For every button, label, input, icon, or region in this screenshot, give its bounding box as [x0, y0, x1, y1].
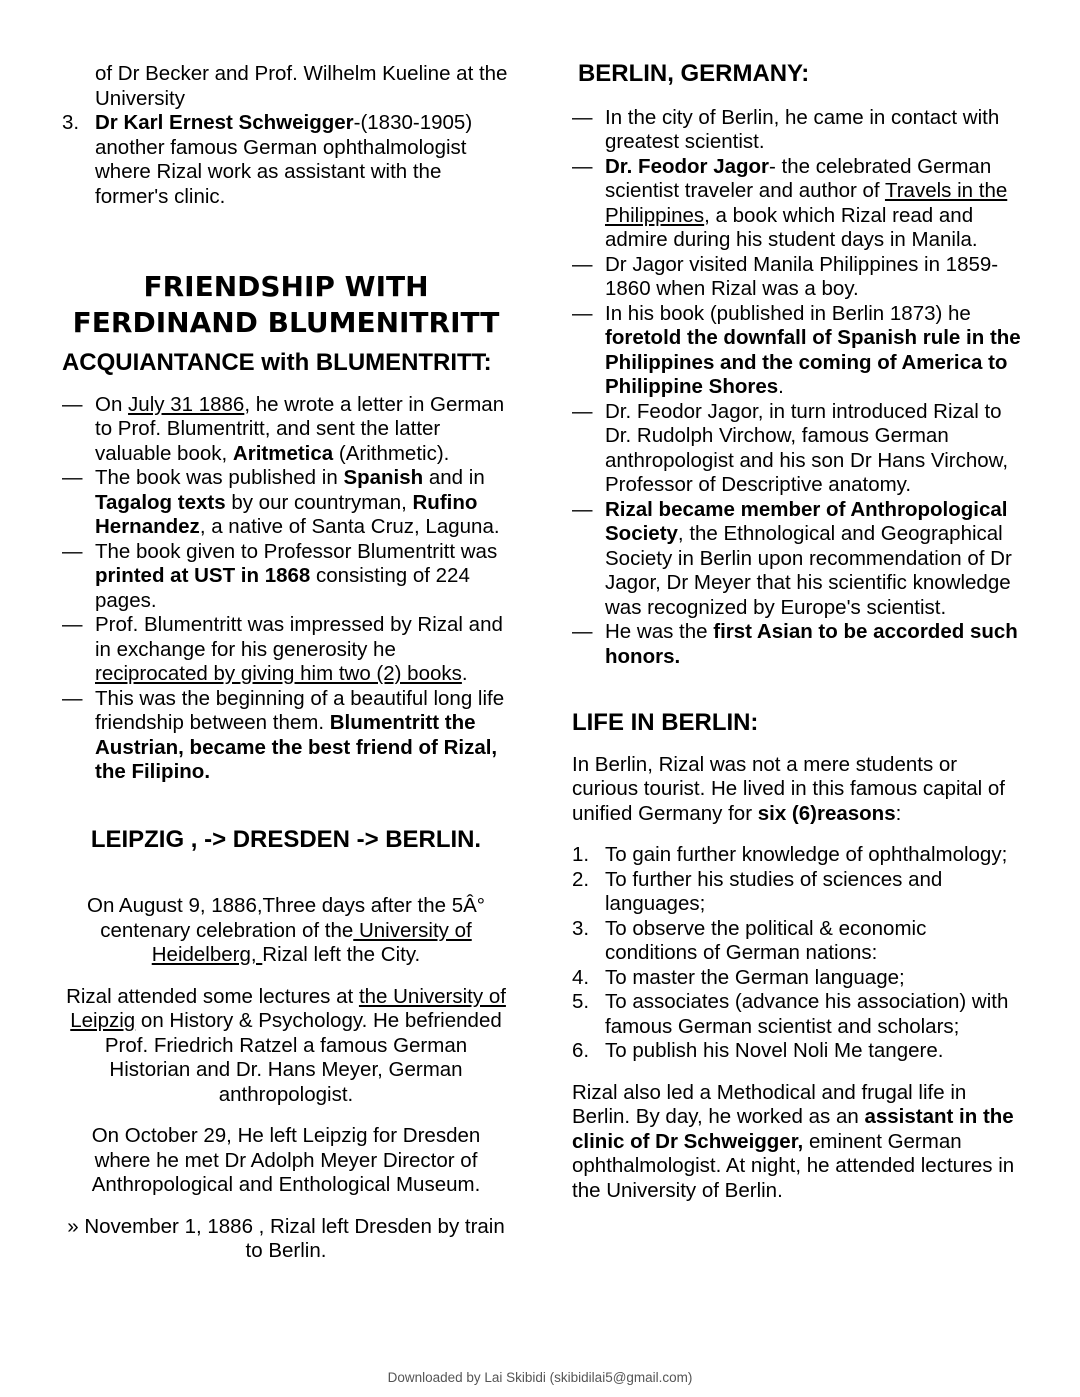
- text-span: and in: [423, 466, 485, 489]
- underlined-text: reciprocated by giving him two (2) books: [95, 662, 462, 685]
- bold-text: foretold the downfall of Spanish rule in the Philippines and the coming of America to Philippine Shores: [605, 326, 1021, 398]
- bold-text: Rizal became member of Anthropological Society: [605, 497, 1008, 545]
- paragraph: [62, 985, 510, 1108]
- paragraph: On October 29, He left Leipzig for Dresden where he met Dr Adolph Meyer Director of Anthropological and Enthological Museum.: [91, 1124, 481, 1196]
- list-number: 3.: [62, 111, 80, 134]
- list-continuation-text: of Dr Becker and Prof. Wilhelm Kueline at the University: [95, 62, 508, 110]
- text-span: Rizal also led a Methodical and frugal life in Berlin. By day, he worked as an: [572, 1080, 967, 1128]
- text-span: by our countryman,: [225, 490, 413, 514]
- text-span: on History & Psychology. He befriended Prof. Friedrich Ratzel a famous German Historian and Dr. Hans Meyer, German anthropologist.: [104, 1009, 502, 1106]
- bold-text: printed at UST in 1868: [95, 564, 311, 587]
- left-column: [62, 62, 510, 1264]
- text-span: In Berlin, Rizal was not a mere students or curious tourist. He lived in this famous capital of unified Germany for: [572, 752, 1005, 825]
- person-name: Dr Karl Ernest Schweigger: [95, 111, 354, 134]
- list-item-text: To further his studies of sciences and languages;: [605, 867, 943, 915]
- text-span: eminent German ophthalmologist. At night, he attended lectures in the University of Berlin.: [572, 1129, 1015, 1202]
- bold-text: Spanish: [343, 466, 424, 489]
- text-span: , the Ethnological and Geographical Society in Berlin upon recommendation of Dr Jagor, Dr Meyer that his scientific knowledge was recognized by Europe's scientist.: [605, 522, 1012, 619]
- list-item: [62, 111, 510, 209]
- acquaintance-heading: ACQUIANTANCE with BLUMENTRITT:: [62, 349, 492, 376]
- text-span: .: [461, 662, 468, 685]
- list-number: 4.: [572, 965, 590, 989]
- bold-text: Rufino Hernandez: [95, 490, 478, 538]
- text-span: The book was published in: [95, 466, 344, 489]
- bold-text: Dr. Feodor Jagor: [605, 154, 770, 178]
- list-item: [572, 990, 1022, 1039]
- list-item: [572, 868, 1022, 917]
- list-item: [62, 540, 510, 614]
- list-item-text: To gain further knowledge of ophthalmology;: [605, 843, 1008, 866]
- underlined-text: University of Heidelberg,: [151, 918, 472, 966]
- list-item-text: To associates (advance his association) with famous German scientist and scholars;: [605, 990, 1009, 1038]
- list-item: [62, 687, 510, 785]
- berlin-list: [572, 106, 1022, 670]
- list-number: 1.: [572, 843, 590, 866]
- route-heading: LEIPZIG , -> DRESDEN -> BERLIN.: [90, 825, 482, 853]
- list-item: [572, 843, 1022, 868]
- paragraph: [62, 894, 510, 968]
- list-number: 5.: [572, 990, 590, 1013]
- list-item: — Dr. Feodor Jagor, in turn introduced Rizal to Dr. Rudolph Virchow, famous German anthropologist and his son Dr Hans Virchow, Professor of Descriptive anatomy.: [572, 400, 1022, 498]
- bold-text: first Asian to be accorded such honors.: [605, 620, 1018, 668]
- list-item: — Dr Jagor visited Manila Philippines in 1859-1860 when Rizal was a boy.: [572, 253, 1022, 302]
- numbered-list: [62, 111, 510, 209]
- list-item: [572, 966, 1022, 991]
- right-column: [572, 62, 1022, 1203]
- list-item: [62, 613, 510, 687]
- list-item: [572, 1039, 1022, 1064]
- text-span: On: [95, 392, 129, 416]
- list-number: 6.: [572, 1039, 590, 1062]
- list-item-text: -(1830-1905) another famous German ophthalmologist where Rizal work as assistant with the former's clinic.: [95, 111, 473, 208]
- book-title: Travels in the Philippines: [605, 179, 1008, 227]
- text-span: Prof. Blumentritt was impressed by Rizal and in exchange for his generosity he: [95, 613, 503, 661]
- list-item: [62, 466, 510, 540]
- list-item: [572, 302, 1022, 400]
- list-item: [572, 155, 1022, 253]
- text-span: He was the: [605, 620, 714, 643]
- paragraph: » November 1, 1886 , Rizal left Dresden by train to Berlin.: [67, 1214, 505, 1262]
- text-span: Rizal attended some lectures at: [66, 984, 359, 1008]
- section-title: [62, 269, 510, 341]
- paragraph: [572, 753, 1022, 827]
- text-span: - the celebrated German scientist traveler and author of: [605, 154, 992, 202]
- bold-text: six (6)reasons: [757, 801, 896, 825]
- list-item: [572, 917, 1022, 966]
- list-item-text: To publish his Novel Noli Me tangere.: [605, 1039, 944, 1062]
- text-span: In his book (published in Berlin 1873) he: [605, 301, 971, 325]
- download-footer: Downloaded by Lai Skibidi (skibidilai5@gmail.com): [387, 1370, 693, 1385]
- bold-text: Blumentritt the Austrian, became the best friend of Rizal, the Filipino.: [95, 711, 498, 783]
- text-span: Rizal left the City.: [262, 943, 421, 966]
- bold-text: assistant in the clinic of Dr Schweigger,: [572, 1105, 1014, 1153]
- list-item: — In the city of Berlin, he came in contact with greatest scientist.: [572, 106, 1022, 155]
- list-number: 2.: [572, 867, 590, 891]
- underlined-date: July 31 1886: [128, 392, 245, 416]
- text-span: This was the beginning of a beautiful long life friendship between them.: [95, 686, 505, 734]
- text-span: , he wrote a letter in German to Prof. Blumentritt, and sent the latter valuable book,: [95, 392, 505, 465]
- text-span: :: [895, 801, 902, 825]
- list-item: [572, 620, 1022, 669]
- text-span: (Arithmetic).: [333, 441, 450, 465]
- bold-text: Tagalog texts: [95, 490, 226, 514]
- text-span: The book given to Professor Blumentritt was: [95, 539, 498, 563]
- underlined-text: the University of Leipzig: [70, 984, 506, 1032]
- life-heading: LIFE IN BERLIN:: [572, 709, 759, 736]
- section-title-line2: FERDINAND BLUMENITRITT: [72, 306, 500, 339]
- text-span: , a native of Santa Cruz, Laguna.: [199, 515, 500, 538]
- bold-text: Aritmetica: [232, 441, 334, 465]
- berlin-heading: BERLIN, GERMANY:: [578, 60, 810, 87]
- text-span: consisting of 224 pages.: [95, 564, 470, 612]
- paragraph: [572, 1081, 1022, 1204]
- acquaintance-list: [62, 393, 510, 785]
- list-item-text: To master the German language;: [605, 965, 905, 989]
- list-number: 3.: [572, 916, 590, 940]
- list-item-text: To observe the political & economic conditions of German nations:: [605, 916, 927, 964]
- text-span: On August 9, 1886,Three days after the 5Â° centenary celebration of the: [87, 894, 485, 942]
- list-item: [62, 393, 510, 467]
- list-item: [572, 498, 1022, 621]
- text-span: , a book which Rizal read and admire during his student days in Manila.: [605, 203, 978, 251]
- section-title-line1: FRIENDSHIP WITH: [143, 270, 429, 303]
- reasons-list: [572, 843, 1022, 1064]
- text-span: .: [778, 375, 784, 398]
